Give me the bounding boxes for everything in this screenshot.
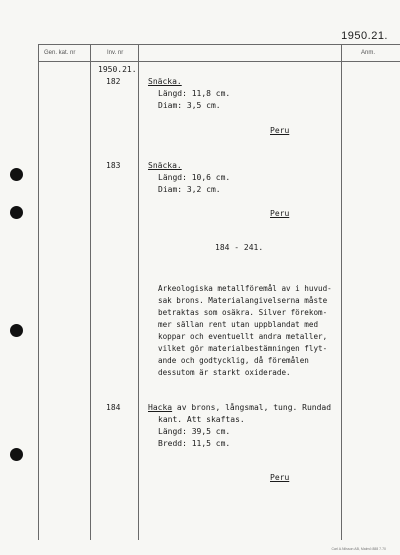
inv-number: 184 [106, 403, 121, 412]
entry-title: Snäcka. [148, 161, 182, 170]
entry-origin: Peru [270, 209, 290, 218]
entry-origin: Peru [270, 126, 290, 135]
inv-number: 183 [106, 161, 121, 170]
entry-title: Hacka [148, 403, 173, 412]
entry-line: Längd: 10,6 cm. [158, 173, 231, 182]
entry-line: kant. Att skaftas. [158, 415, 245, 424]
entry-line: Längd: 11,8 cm. [158, 89, 231, 98]
page-reference: 1950.21. [341, 30, 388, 42]
entry-title: Snäcka. [148, 77, 182, 86]
entry-origin: Peru [270, 473, 290, 482]
entry-desc: av brons, långsmal, tung. Rundad [172, 403, 332, 412]
left-border [38, 44, 39, 540]
entry-line: Diam: 3,5 cm. [158, 101, 221, 110]
entry-line: Diam: 3,2 cm. [158, 185, 221, 194]
entry-line: Bredd: 11,5 cm. [158, 439, 231, 448]
entry-first-line [148, 402, 331, 413]
entry-line: Längd: 39,5 cm. [158, 427, 231, 436]
range-heading: 184 - 241. [215, 243, 264, 252]
punch-hole [10, 206, 23, 219]
punch-hole [10, 448, 23, 461]
inv-number: 182 [106, 77, 121, 86]
printer-footer: Carl A.Nilsson AB, Malmö 888 7.70 [331, 547, 386, 551]
note-paragraph: Arkeologiska metallföremål av i huvud- sak brons. Materialangivelserna måste betraktas som osäkra. Silver förekom- mer sällan rent utan uppblandat med koppar och eventuellt andra metaller, vilket gör materialbestämningen flyt- ande och godtycklig, då föremålen dessutom är starkt oxiderade. [158, 284, 332, 377]
column-divider-1 [90, 44, 91, 540]
header-anm: Anm. [361, 50, 376, 56]
header-inv-nr: Inv. nr [107, 50, 124, 56]
header-gen-kat: Gen. kat. nr [44, 50, 76, 56]
header-top-rule [38, 44, 400, 45]
column-divider-2 [138, 44, 139, 540]
header-bottom-rule [38, 61, 400, 62]
column-divider-3 [341, 44, 342, 540]
punch-hole [10, 168, 23, 181]
group-reference: 1950.21. [98, 65, 137, 74]
punch-hole [10, 324, 23, 337]
